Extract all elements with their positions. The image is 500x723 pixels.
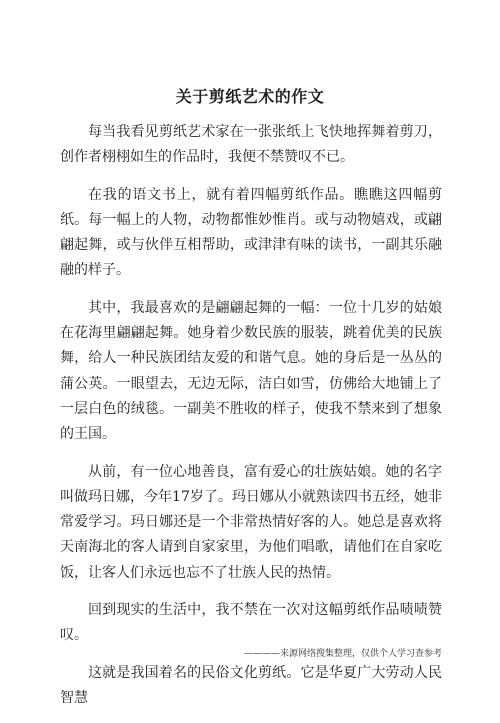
paragraph-5: 回到现实的生活中，我不禁在一次对这幅剪纸作品啧啧赞叹。: [60, 602, 442, 644]
paragraph-6: 这就是我国着名的民俗文化剪纸。它是华夏广大劳动人民智慧: [60, 664, 442, 706]
document-title: 关于剪纸艺术的作文: [175, 87, 325, 106]
paragraph-4: 从前，有一位心地善良，富有爱心的壮族姑娘。她的名字叫做玛日娜，今年17岁了。玛日娜从小就熟读四书五经，她非常爱学习。玛日娜还是一个非常热情好客的人。她总是喜欢将天南海北的客人请到自家家里，为他们唱歌，请他们在自家吃饭，让客人们永远也忘不了壮族人民的热情。: [60, 463, 442, 581]
paragraph-2: 在我的语文书上，就有着四幅剪纸作品。瞧瞧这四幅剪纸。每一幅上的人物，动物都惟妙惟肖。或与动物嬉戏，或翩翩起舞，或与伙伴互相帮助，或津津有味的读书，一副其乐融融的样子。: [60, 186, 442, 279]
paragraph-3: 其中，我最喜欢的是翩翩起舞的一幅：一位十几岁的姑娘在花海里翩翩起舞。她身着少数民族的服装，跳着优美的民族舞，给人一种民族团结友爱的和谐气息。她的身后是一丛丛的蒲公英。一眼望去，无边无际，洁白如雪，仿佛给大地铺上了一层白色的绒毯。一副美不胜收的样子，使我不禁来到了想象的王国。: [60, 299, 442, 443]
footer-source-note: ————来源网络搜集整理，仅供个人学习查参考: [243, 649, 442, 659]
document-body: [60, 120, 442, 723]
paragraph-1: 每当我看见剪纸艺术家在一张张纸上飞快地挥舞着剪刀，创作者栩栩如生的作品时，我便不禁赞叹不已。: [60, 124, 442, 166]
